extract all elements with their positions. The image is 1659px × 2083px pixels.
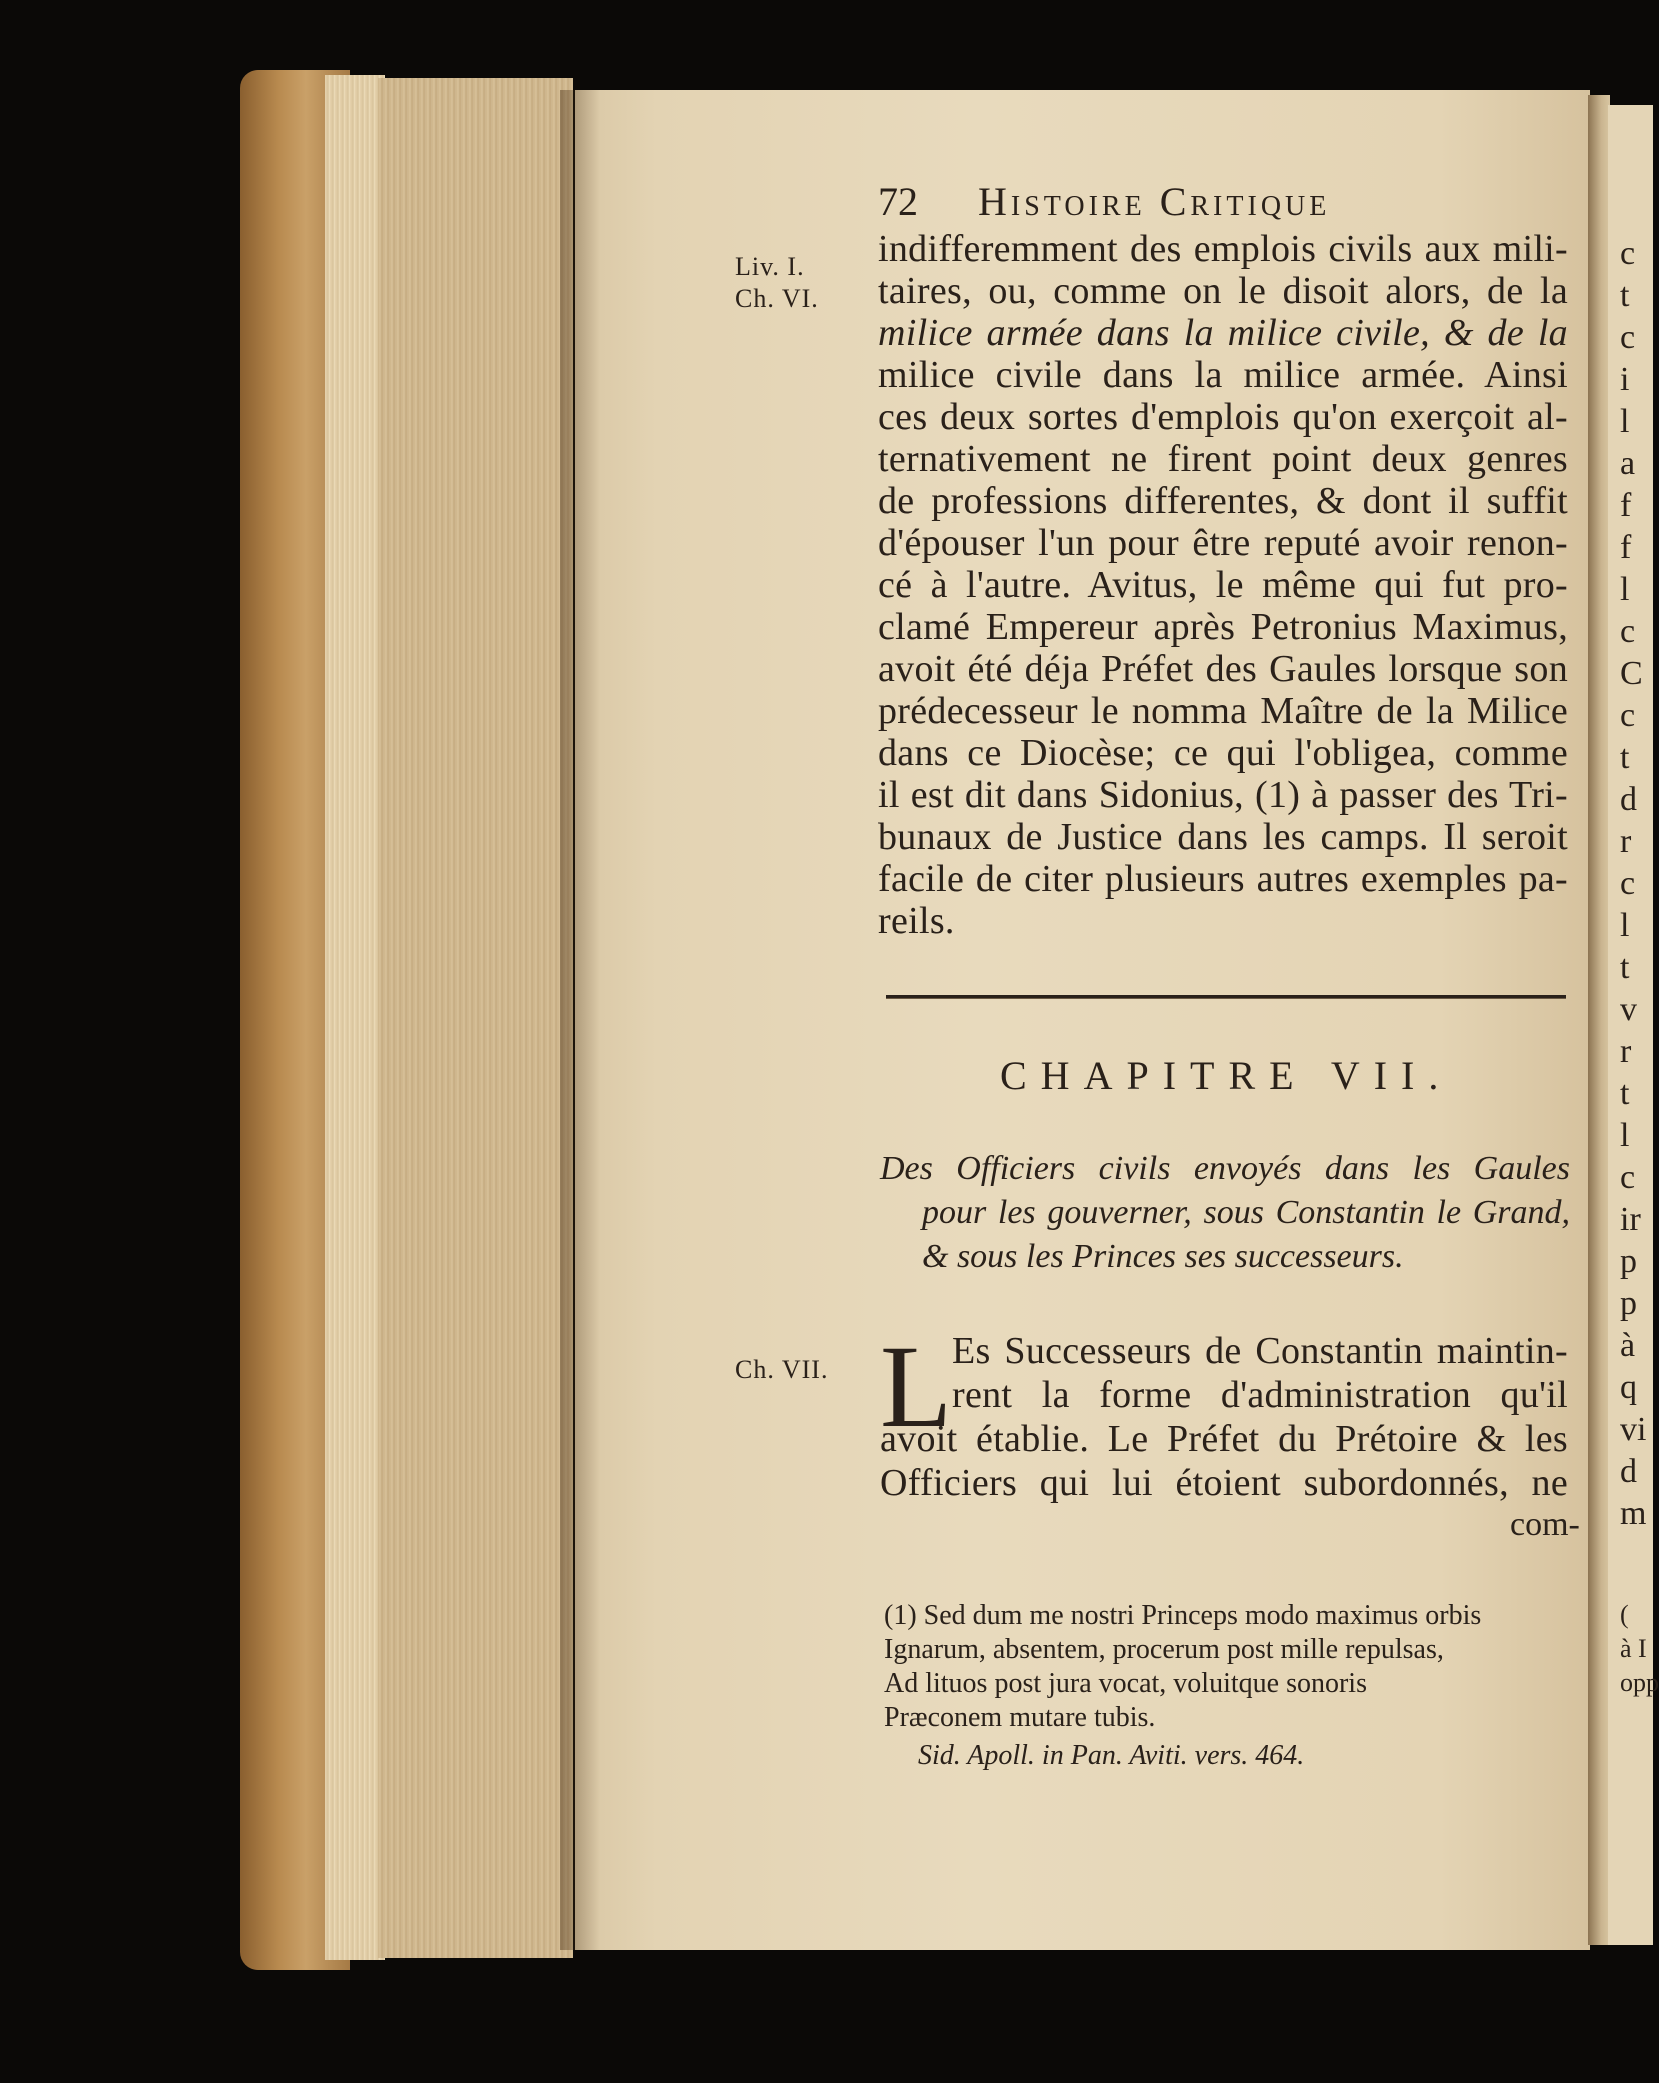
chapter-summary-line: & sous les Princes ses successeurs. — [922, 1238, 1404, 1275]
next-page-letter: d — [1620, 1453, 1637, 1490]
next-page-letter: t — [1620, 277, 1630, 314]
next-page-letter: l — [1620, 403, 1630, 440]
chapter-title: CHAPITRE VII. — [1000, 1053, 1453, 1098]
next-page-footnote-fragment: à I — [1620, 1634, 1647, 1663]
chapter-body-line: avoit établie. Le Préfet du Prétoire & les — [880, 1418, 1568, 1460]
section-rule — [886, 995, 1566, 999]
margin-note-chapter-vii: Ch. VII. — [735, 1355, 829, 1384]
body-line: taires, ou, comme on le disoit alors, de la — [878, 270, 1568, 312]
body-line: clamé Empereur après Petronius Maximus, — [878, 606, 1568, 648]
next-page-letter: l — [1620, 1117, 1630, 1154]
body-line: il est dit dans Sidonius, (1) à passer des Tri- — [878, 774, 1568, 816]
next-page-letter: t — [1620, 739, 1630, 776]
next-page-letter: r — [1620, 1033, 1632, 1070]
next-page-footnote-fragment: ( — [1620, 1600, 1629, 1629]
body-line: indifferemment des emplois civils aux mili- — [878, 228, 1568, 270]
next-page-letter: c — [1620, 865, 1636, 902]
page-block-fore-edge — [378, 78, 573, 1958]
body-line: reils. — [878, 900, 955, 942]
chapter-summary-line: pour les gouverner, sous Constantin le Grand, — [922, 1194, 1570, 1231]
footnote-line: (1) Sed dum me nostri Princeps modo maximus orbis — [884, 1600, 1482, 1631]
next-page-letter: t — [1620, 1075, 1630, 1112]
next-page-letter: l — [1620, 907, 1630, 944]
page-number: 72 — [878, 179, 918, 224]
body-line: milice civile dans la milice armée. Ainsi — [878, 354, 1568, 396]
footnote-line: Ignarum, absentem, procerum post mille repulsas, — [884, 1634, 1444, 1665]
footnote-line: Præconem mutare tubis. — [884, 1702, 1156, 1733]
body-line: facile de citer plusieurs autres exemples pa- — [878, 858, 1568, 900]
next-page-letter: d — [1620, 781, 1637, 818]
chapter-summary-line: Des Officiers civils envoyés dans les Gaules — [880, 1150, 1570, 1187]
catchword: com- — [1510, 1506, 1580, 1543]
chapter-body-line: Es Successeurs de Constantin maintin- — [952, 1330, 1568, 1372]
next-page-letter: r — [1620, 823, 1632, 860]
body-line: de professions differentes, & dont il suffit — [878, 480, 1568, 522]
next-page-letter: c — [1620, 319, 1636, 356]
body-line: cé à l'autre. Avitus, le même qui fut pro- — [878, 564, 1568, 606]
next-page-letter: à — [1620, 1327, 1636, 1364]
body-line: milice armée dans la milice civile, & de la — [878, 312, 1568, 354]
next-page-letter: p — [1620, 1285, 1637, 1322]
running-head-title: Histoire Critique — [978, 179, 1331, 224]
next-page-letter: c — [1620, 1159, 1636, 1196]
body-line: ces deux sortes d'emplois qu'on exerçoit al- — [878, 396, 1568, 438]
next-page-letter: l — [1620, 571, 1630, 608]
next-page-letter: a — [1620, 445, 1636, 482]
drop-cap: L — [880, 1321, 953, 1452]
book-page-edges — [325, 75, 385, 1960]
body-line: avoit été déja Préfet des Gaules lorsque son — [878, 648, 1568, 690]
next-page-letter: c — [1620, 613, 1636, 650]
body-line: prédecesseur le nomma Maître de la Milice — [878, 690, 1568, 732]
next-page-letter: p — [1620, 1243, 1637, 1280]
next-page-letter: c — [1620, 235, 1636, 272]
footnote-line: Ad lituos post jura vocat, voluitque sonoris — [884, 1668, 1367, 1699]
next-page-letter: f — [1620, 487, 1632, 524]
chapter-body-line: Officiers qui lui étoient subordonnés, ne — [880, 1462, 1568, 1504]
next-page-letter: C — [1620, 655, 1643, 692]
next-page-letter: ir — [1620, 1201, 1641, 1238]
next-page-letter: m — [1620, 1495, 1647, 1532]
next-page-letter: f — [1620, 529, 1632, 566]
gutter-shadow — [560, 90, 600, 1950]
next-page-letter: t — [1620, 949, 1630, 986]
next-page-letter: i — [1620, 361, 1630, 398]
spine-gutter — [1588, 95, 1610, 1945]
margin-note-chapter: Ch. VI. — [735, 284, 819, 313]
footnote-reference: Sid. Apoll. in Pan. Aviti. vers. 464. — [918, 1740, 1305, 1771]
next-page-letter: vi — [1620, 1411, 1647, 1448]
next-page-letter: c — [1620, 697, 1636, 734]
next-page-letter: v — [1620, 991, 1637, 1028]
next-page-letter: q — [1620, 1369, 1637, 1406]
body-line: d'épouser l'un pour être reputé avoir renon- — [878, 522, 1568, 564]
body-line: dans ce Diocèse; ce qui l'obligea, comme — [878, 732, 1568, 774]
body-line: bunaux de Justice dans les camps. Il seroit — [878, 816, 1568, 858]
body-line: ternativement ne firent point deux genres — [878, 438, 1568, 480]
margin-note-book: Liv. I. — [735, 252, 805, 281]
next-page-footnote-fragment: opp — [1620, 1668, 1659, 1697]
chapter-body-line: rent la forme d'administration qu'il — [952, 1374, 1568, 1416]
